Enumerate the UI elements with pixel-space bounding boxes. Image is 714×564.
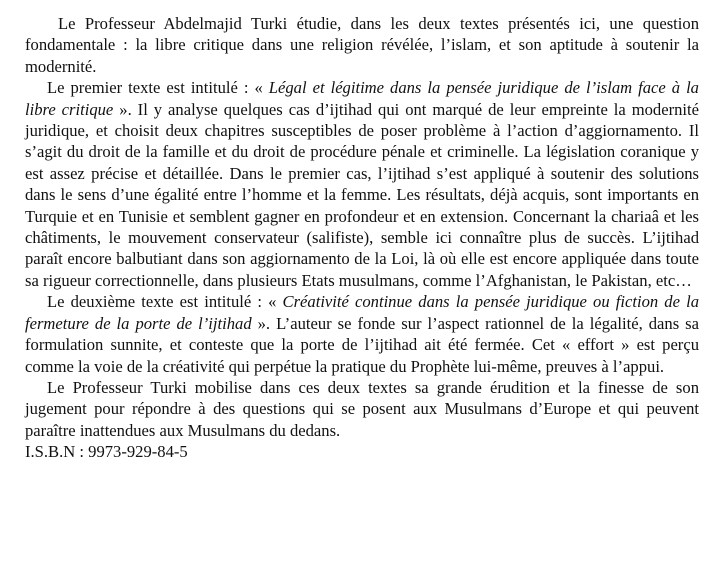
paragraph-second-text <box>25 291 699 377</box>
second-text-title: Créativité continue dans la pensée juridique ou fiction de la fermeture de la porte de l’ijtihad <box>25 292 699 333</box>
paragraph-second-text-lead: Le deuxième texte est intitulé : « <box>47 292 283 312</box>
paragraph-second-text-body: ». L’auteur se fonde sur l’aspect rationnel de la légalité, dans sa formulation sunnite, et conteste que la porte de l’ijtihad ait été fermée. Cet « effort » est perçu comme la voie de la créativité qui perpétue la pratique du Prophète lui-même, preuves à l’appui. <box>25 313 699 376</box>
back-cover-text <box>25 13 699 463</box>
paragraph-intro-text: Le Professeur Abdelmajid Turki étudie, dans les deux textes présentés ici, une question fondamentale : la libre critique dans une religion révélée, l’islam, et son aptitude à soutenir la modernité. <box>25 14 699 76</box>
isbn-line: I.S.B.N : 9973-929-84-5 <box>25 442 188 462</box>
first-text-title: Légal et légitime dans la pensée juridique de l’islam face à la libre critique <box>25 78 699 119</box>
paragraph-first-text-lead: Le premier texte est intitulé : « <box>47 78 269 98</box>
paragraph-first-text-body: ». Il y analyse quelques cas d’ijtihad qui ont marqué de leur empreinte la modernité juridique, et choisit deux chapitres susceptibles de poser problème à l’action d’aggiornamento. Il s’agit du droit de la famille et du droit de procédure pénale et criminelle. La législation coranique y est assez précise et détaillée. Dans le premier cas, l’ijtihad s’est appliqué à soutenir des solutions dans le sens d’une égalité entre l’homme et la femme. Les résultats, déjà acquis, sont importants en Turquie et en Tunisie et semblent gagner en profondeur et en extension. Concernant la chariaâ et les châtiments, le mouvement conservateur (salifiste), semble ici connaître plus de succès. L’ijtihad paraît encore balbutiant dans son aggiornamento de la Loi, là où elle est encore appliquée dans toute sa rigueur correctionnelle, dans plusieurs Etats musulmans, comme l’Afghanistan, le Pakistan, etc… <box>25 99 699 290</box>
paragraph-intro <box>25 13 699 77</box>
paragraph-conclusion-text: Le Professeur Turki mobilise dans ces deux textes sa grande érudition et la finesse de son jugement pour répondre à des questions qui se posent aux Musulmans d’Europe et qui peuvent paraître inattendues aux Musulmans du dedans. <box>25 377 699 440</box>
paragraph-conclusion <box>25 377 699 441</box>
paragraph-first-text <box>25 77 699 291</box>
